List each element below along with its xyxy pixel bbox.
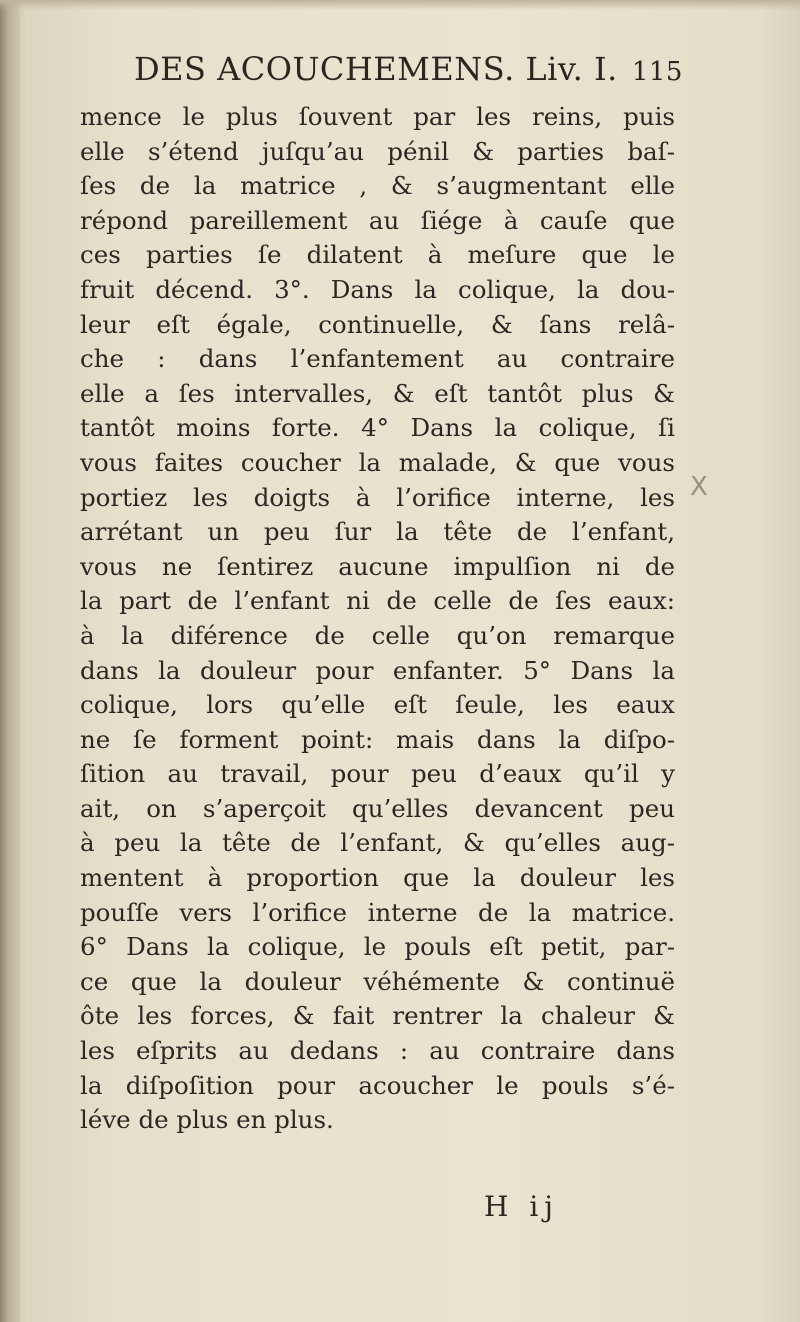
text-line: vous faites coucher la malade, & que vous — [80, 447, 675, 477]
text-line: 6° Dans la colique, le pouls eſt petit, par- — [80, 932, 675, 962]
text-line: elle a ſes intervalles, & eſt tantôt plus & — [80, 378, 675, 408]
text-line: colique, lors qu’elle eſt ſeule, les eaux — [80, 690, 675, 720]
text-line: à peu la tête de l’enfant, & qu’elles aug- — [80, 828, 675, 858]
margin-mark: X — [690, 472, 708, 502]
text-line: tantôt moins forte. 4° Dans la colique, ſi — [80, 413, 675, 443]
text-line: pouſſe vers l’orifice interne de la matrice. — [80, 897, 675, 927]
text-line: ſes de la matrice , & s’augmentant elle — [80, 171, 675, 201]
text-line: che : dans l’enfantement au contraire — [80, 344, 675, 374]
body-text — [80, 100, 675, 1138]
text-line: ces parties ſe dilatent à meſure que le — [80, 240, 675, 270]
text-line: dans la douleur pour enfanter. 5° Dans la — [80, 655, 675, 685]
text-line: la part de l’enfant ni de celle de ſes eaux: — [80, 586, 675, 616]
page-number: 115 — [631, 57, 683, 87]
text-line: répond pareillement au ſiége à cauſe que — [80, 205, 675, 235]
text-line: mentent à proportion que la douleur les — [80, 863, 675, 893]
text-line: ne ſe forment point: mais dans la diſpo- — [80, 724, 675, 754]
text-line: ce que la douleur véhémente & continuë — [80, 966, 675, 996]
text-line: à la diférence de celle qu’on remarque — [80, 620, 675, 650]
text-line: ait, on s’aperçoit qu’elles devancent peu — [80, 793, 675, 823]
running-head — [134, 50, 683, 88]
text-line: elle s’étend juſqu’au pénil & parties baſ- — [80, 136, 675, 166]
text-line: arrétant un peu ſur la tête de l’enfant, — [80, 517, 675, 547]
text-line: leur eſt égale, continuelle, & ſans relâ- — [80, 309, 675, 339]
text-line: ſition au travail, pour peu d’eaux qu’il y — [80, 759, 675, 789]
running-head-title: DES ACOUCHEMENS. Liv. I. — [134, 50, 618, 88]
text-line: fruit décend. 3°. Dans la colique, la dou- — [80, 274, 675, 304]
text-line: vous ne ſentirez aucune impulſion ni de — [80, 551, 675, 581]
book-spine-shadow — [0, 0, 20, 1322]
text-line: les eſprits au dedans : au contraire dans — [80, 1036, 675, 1066]
page-top-shadow — [0, 0, 800, 10]
text-line: la diſpoſition pour acoucher le pouls s’é- — [80, 1070, 675, 1100]
text-line: léve de plus en plus. — [80, 1105, 334, 1135]
signature-mark: H ij — [484, 1190, 559, 1223]
text-line: portiez les doigts à l’orifice interne, les — [80, 482, 675, 512]
text-line: mence le plus ſouvent par les reins, puis — [80, 102, 675, 131]
text-line: ôte les forces, & fait rentrer la chaleur & — [80, 1001, 675, 1031]
